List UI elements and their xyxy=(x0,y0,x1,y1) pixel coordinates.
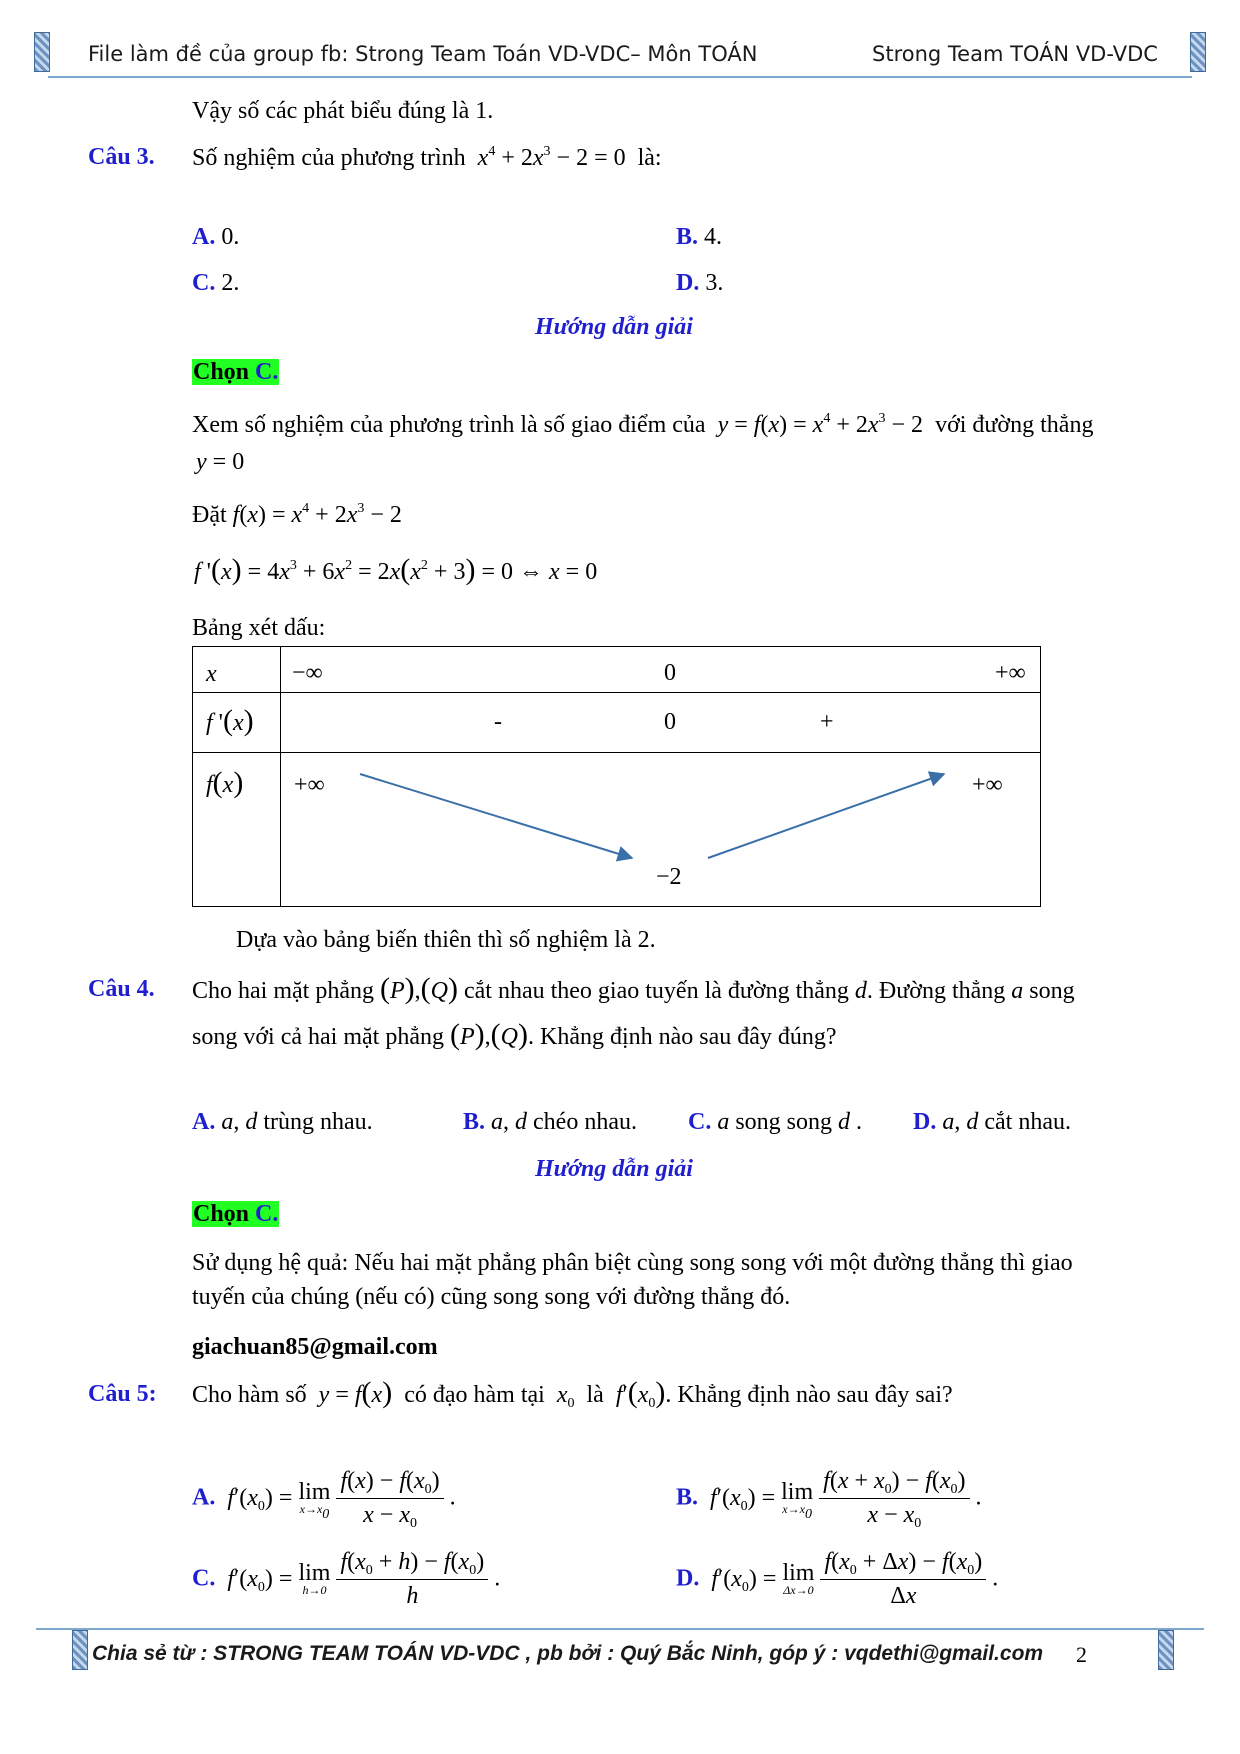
q3-stem-end: là: xyxy=(637,145,662,171)
q4-stem-line1: Cho hai mặt phẳng (P),(Q) cắt nhau theo giao tuyến là đường thẳng d. Đường thẳng a song xyxy=(192,972,1075,1005)
q3-solution-line1: Xem số nghiệm của phương trình là số giao điểm của $y = f(x) = x^4 + 2x^3 - 2$ với đường thẳng xyxy=(192,411,1094,438)
q4-option-a[interactable]: A. a, d trùng nhau. xyxy=(192,1109,373,1135)
table-f-min-value: −2 xyxy=(656,864,682,890)
q4-option-b[interactable]: B. a, d chéo nhau. xyxy=(463,1109,637,1135)
q4-option-c[interactable]: C. a song song d . xyxy=(688,1109,863,1135)
table-x-label: x xyxy=(206,661,217,687)
q3-stem-text: Số nghiệm của phương trình xyxy=(192,145,466,171)
q3-derivative-line: f '$(x) = 4x^3 + 6x^2 = 2x(x^2 + 3) = 0$ ⇔ x = 0 xyxy=(194,553,598,586)
table-fprime-zero: 0 xyxy=(664,709,676,735)
q3-label: Câu 3. xyxy=(88,144,155,170)
page-number: 2 xyxy=(1076,1642,1087,1667)
q3-function-def: $y = f(x) = x^4 + 2x^3 - 2$ xyxy=(717,411,930,438)
q4-label: Câu 4. xyxy=(88,976,155,1002)
table-arrows xyxy=(192,646,1041,908)
q3-table-label: Bảng xét dấu: xyxy=(192,615,326,641)
footer-text: Chia sẻ từ : STRONG TEAM TOÁN VD-VDC , pb bởi : Quý Bắc Ninh, góp ý : vqdethi@gmail.com xyxy=(92,1642,1044,1665)
intro-line: Vậy số các phát biểu đúng là 1. xyxy=(192,98,494,124)
table-x-pos-inf: +∞ xyxy=(995,660,1026,686)
q5-option-d[interactable]: D. $f'(x_0) = \lim$ Δx→0 $\frac{f(x_0 + \Delta x) - f(x_0)}{\Delta x}$ . xyxy=(676,1545,998,1612)
table-f-label: f(x) xyxy=(206,766,244,799)
q3-equation: $x^4 + 2x^3 - 2 = 0$ xyxy=(477,144,632,171)
q4-option-d[interactable]: D. a, d cắt nhau. xyxy=(913,1109,1071,1135)
table-x-neg-inf: −∞ xyxy=(292,660,323,686)
q4-stem-line2: song với cả hai mặt phẳng (P),(Q). Khẳng định nào sau đây đúng? xyxy=(192,1018,837,1051)
table-fprime-label: f '(x) xyxy=(206,704,254,737)
footer-ornament-right-icon xyxy=(1158,1630,1174,1670)
q3-option-c[interactable]: C. 2. xyxy=(192,270,240,296)
table-fprime-minus: - xyxy=(494,709,502,735)
q4-guide-title: Hướng dẫn giải xyxy=(535,1156,693,1182)
decreasing-arrow xyxy=(360,774,632,858)
q3-conclusion: Dựa vào bảng biến thiên thì số nghiệm là 2. xyxy=(236,927,656,953)
q5-label: Câu 5: xyxy=(88,1381,157,1407)
q5-option-b[interactable]: B. $f'(x_0) = \lim$ $x\to x_0$ $\frac{f(x + x_0) - f(x_0)}{x - x_0}$ . xyxy=(676,1464,982,1531)
header-right-text: Strong Team TOÁN VD-VDC xyxy=(872,42,1158,66)
table-f-left-inf: +∞ xyxy=(294,772,325,798)
q3-option-d[interactable]: D. 3. xyxy=(676,270,724,296)
header-rule xyxy=(48,76,1192,78)
header-left-text: File làm đề của group fb: Strong Team Toán VD-VDC– Môn TOÁN xyxy=(88,42,758,66)
q3-solution-line2: y = 0 xyxy=(196,449,245,475)
q3-option-a[interactable]: A. 0. xyxy=(192,224,240,250)
header-ornament-right-icon xyxy=(1190,32,1206,72)
footer-rule xyxy=(36,1628,1204,1630)
table-fprime-plus: + xyxy=(820,709,834,735)
q4-answer-chosen: Chọn C. xyxy=(193,1201,279,1227)
increasing-arrow xyxy=(708,774,944,858)
q3-guide-title: Hướng dẫn giải xyxy=(535,314,693,340)
q4-solution-line2: tuyến của chúng (nếu có) cũng song song với đường thẳng đó. xyxy=(192,1284,791,1310)
footer-ornament-left-icon xyxy=(72,1630,88,1670)
contributor-email[interactable]: giachuan85@gmail.com xyxy=(192,1334,438,1360)
header-ornament-left-icon xyxy=(34,32,50,72)
q3-stem xyxy=(192,143,662,173)
q4-solution-line1: Sử dụng hệ quả: Nếu hai mặt phẳng phân biệt cùng song song với một đường thẳng thì giao xyxy=(192,1250,1073,1276)
q3-answer-chosen: Chọn C. xyxy=(193,359,279,385)
q3-option-b[interactable]: B. 4. xyxy=(676,224,723,250)
variation-table xyxy=(192,646,1041,908)
table-x-zero: 0 xyxy=(664,660,676,686)
q3-dat-line: Đặt $f(x) = x^4 + 2x^3 - 2$ xyxy=(192,501,402,528)
q5-option-a[interactable]: A. $f'(x_0) = \lim$ $x\to x_0$ $\frac{f(x) - f(x_0)}{x - x_0}$ . xyxy=(192,1464,456,1531)
q5-option-c[interactable]: C. $f'(x_0) = \lim$ h→0 $\frac{f(x_0 + h) - f(x_0)}{h}$ . xyxy=(192,1545,500,1612)
table-f-right-inf: +∞ xyxy=(972,772,1003,798)
q5-stem: Cho hàm số y = f(x) có đạo hàm tại $x_0$ là $f'(x_0)$. Khẳng định nào sau đây sai? xyxy=(192,1376,953,1411)
